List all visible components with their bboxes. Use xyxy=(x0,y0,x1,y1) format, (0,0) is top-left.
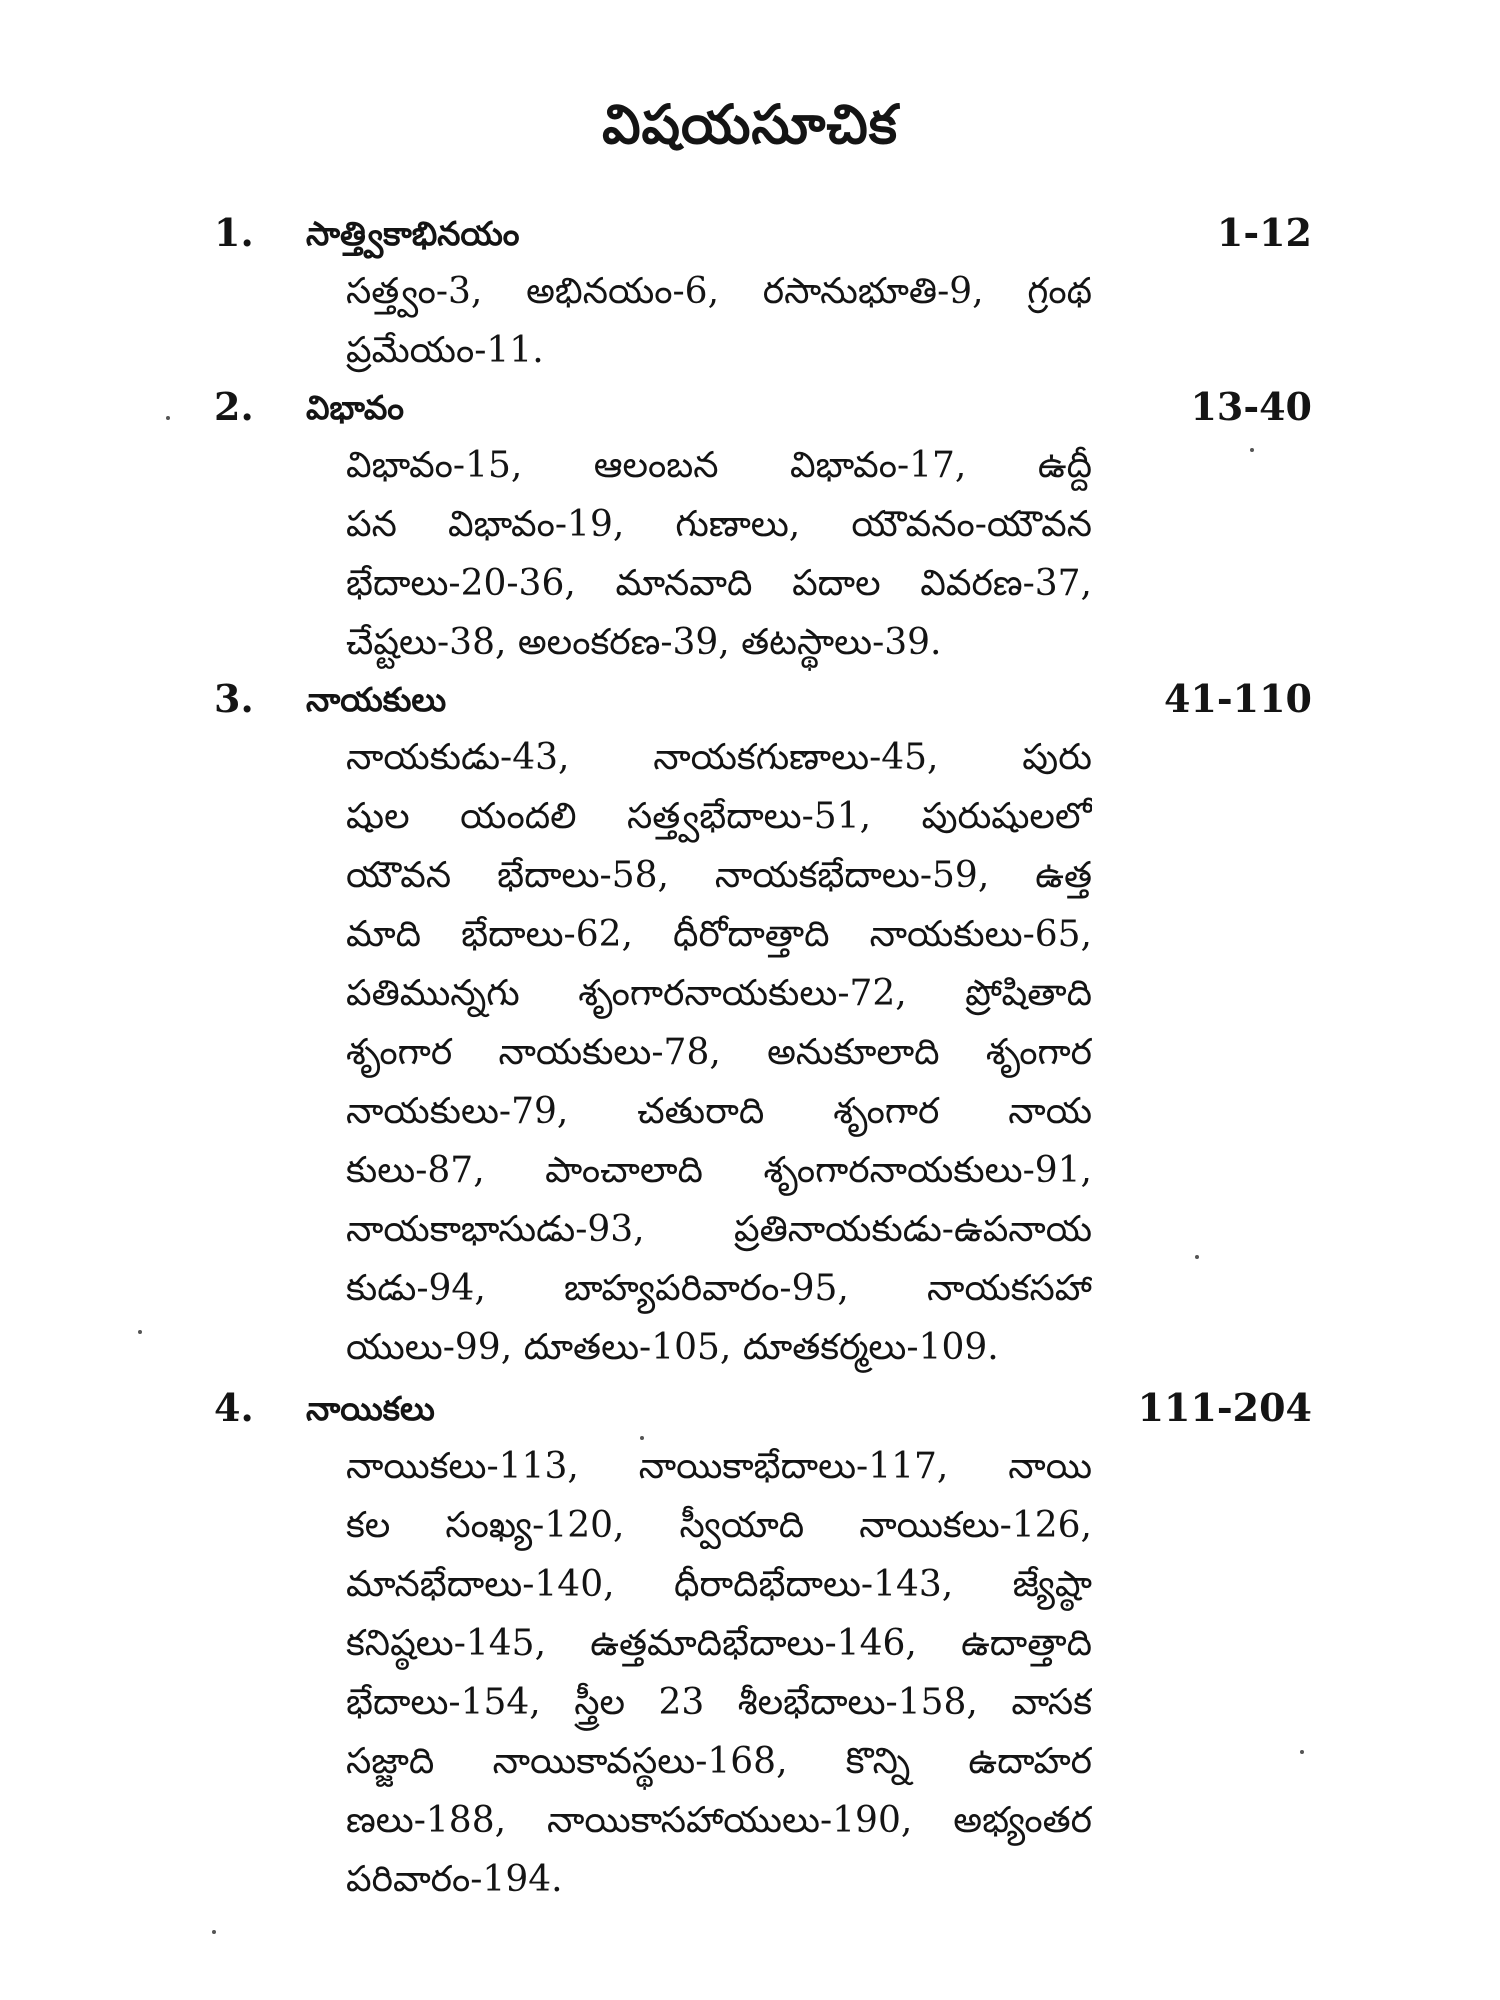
scan-speck xyxy=(1195,1255,1199,1259)
section-title: నాయికలు xyxy=(306,1389,435,1428)
scan-speck xyxy=(1250,448,1254,452)
toc-section-heading xyxy=(0,1385,1500,1437)
contents-line: మానభేదాలు-140, ధీరాదిభేదాలు-143, జ్యేష్ఠా xyxy=(346,1564,1092,1605)
contents-line: కనిష్ఠలు-145, ఉత్తమాదిభేదాలు-146, ఉదాత్తాది xyxy=(346,1623,1092,1664)
scan-speck xyxy=(166,416,170,420)
contents-line: ప్రమేయం-11. xyxy=(346,330,544,371)
section-contents xyxy=(346,436,1092,672)
scan-speck xyxy=(138,1330,142,1334)
section-title: సాత్త్వికాభినయం xyxy=(306,214,520,253)
contents-line: నాయకులు-79, చతురాది శృంగార నాయ xyxy=(346,1091,1092,1132)
section-contents xyxy=(346,728,1092,1377)
toc-section-1 xyxy=(0,210,1500,380)
toc-section-heading xyxy=(0,384,1500,436)
section-contents xyxy=(346,262,1092,380)
contents-line: నాయకుడు-43, నాయకగుణాలు-45, పురు xyxy=(346,737,1092,778)
section-number: 3. xyxy=(214,676,254,721)
contents-line: నాయకాభాసుడు-93, ప్రతినాయకుడు-ఉపనాయ xyxy=(346,1209,1092,1250)
section-page-range: 13-40 xyxy=(1190,384,1312,429)
contents-line: భేదాలు-154, స్త్రీల 23 శీలభేదాలు-158, వాసక xyxy=(346,1682,1092,1723)
section-number: 1. xyxy=(214,210,254,255)
contents-line: ణలు-188, నాయికాసహాయులు-190, అభ్యంతర xyxy=(346,1800,1092,1841)
section-number: 4. xyxy=(214,1385,254,1430)
section-title: విభావం xyxy=(306,388,405,427)
contents-line: షుల యందలి సత్త్వభేదాలు-51, పురుషులలో xyxy=(346,796,1092,837)
page-title: విషయసూచిక xyxy=(602,92,898,156)
contents-line: యౌవన భేదాలు-58, నాయకభేదాలు-59, ఉత్త xyxy=(346,855,1092,896)
toc-section-3 xyxy=(0,676,1500,1377)
contents-line: భేదాలు-20-36, మానవాది పదాల వివరణ-37, xyxy=(346,563,1092,604)
contents-line: కల సంఖ్య-120, స్వీయాది నాయికలు-126, xyxy=(346,1505,1092,1546)
section-page-range: 41-110 xyxy=(1164,676,1312,721)
section-number: 2. xyxy=(214,384,254,429)
scan-speck xyxy=(1300,1750,1304,1754)
toc-section-2 xyxy=(0,384,1500,672)
contents-line: కులు-87, పాంచాలాది శృంగారనాయకులు-91, xyxy=(346,1150,1092,1191)
section-title: నాయకులు xyxy=(306,680,447,719)
contents-line: సజ్జాది నాయికావస్థలు-168, కొన్ని ఉదాహర xyxy=(346,1741,1092,1782)
contents-line: యులు-99, దూతలు-105, దూతకర్మలు-109. xyxy=(346,1327,999,1368)
scan-speck xyxy=(212,1930,216,1934)
scan-speck xyxy=(640,1436,644,1440)
section-contents xyxy=(346,1437,1092,1909)
contents-line: పతిమున్నగు శృంగారనాయకులు-72, ప్రోషితాది xyxy=(346,973,1092,1014)
section-page-range: 111-204 xyxy=(1137,1385,1312,1430)
toc-section-heading xyxy=(0,676,1500,728)
toc-section-heading xyxy=(0,210,1500,262)
contents-line: పరివారం-194. xyxy=(346,1859,563,1900)
contents-line: మాది భేదాలు-62, ధీరోదాత్తాది నాయకులు-65, xyxy=(346,914,1092,955)
contents-line: విభావం-15, ఆలంబన విభావం-17, ఉద్దీ xyxy=(346,445,1092,486)
contents-line: నాయికలు-113, నాయికాభేదాలు-117, నాయి xyxy=(346,1446,1092,1487)
contents-line: శృంగార నాయకులు-78, అనుకూలాది శృంగార xyxy=(346,1032,1092,1073)
contents-line: సత్త్వం-3, అభినయం-6, రసానుభూతి-9, గ్రంథ xyxy=(346,271,1092,312)
contents-line: కుడు-94, బాహ్యపరివారం-95, నాయకసహా xyxy=(346,1268,1092,1309)
section-page-range: 1-12 xyxy=(1216,210,1312,255)
toc-section-4 xyxy=(0,1385,1500,1909)
contents-line: పన విభావం-19, గుణాలు, యౌవనం-యౌవన xyxy=(346,504,1092,545)
contents-line: చేష్టలు-38, అలంకరణ-39, తటస్థాలు-39. xyxy=(346,622,942,663)
